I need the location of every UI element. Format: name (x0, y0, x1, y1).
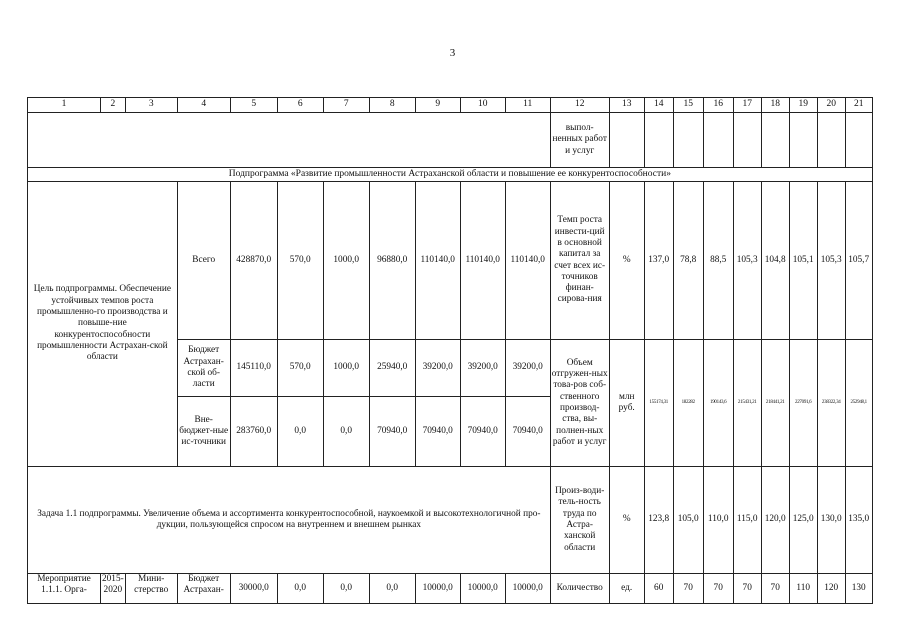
indicator-unit: % (609, 182, 644, 340)
col-header: 1 (28, 98, 101, 113)
col-header: 18 (761, 98, 789, 113)
indicator-value: 227091,6 (789, 340, 817, 467)
amount-cell: 110140,0 (505, 182, 550, 340)
col-header: 14 (644, 98, 673, 113)
amount-cell: 39200,0 (460, 340, 505, 397)
amount-cell: 110140,0 (460, 182, 505, 340)
amount-cell: 570,0 (277, 182, 323, 340)
measure-executor: Мини-стерство (125, 574, 177, 604)
indicator-value: 105,7 (845, 182, 872, 340)
amount-cell: 0,0 (277, 574, 323, 604)
amount-cell: 10000,0 (460, 574, 505, 604)
indicator-value: 60 (644, 574, 673, 604)
indicator-value: 70 (733, 574, 761, 604)
continuation-row (28, 113, 873, 168)
source-label: Бюджет Астрахан- (177, 574, 230, 604)
amount-cell: 1000,0 (323, 182, 369, 340)
col-header: 9 (415, 98, 460, 113)
indicator-value: 110,0 (703, 467, 733, 574)
col-header: 21 (845, 98, 872, 113)
indicator-value: 155174,31 (644, 340, 673, 467)
col-header: 10 (460, 98, 505, 113)
empty-cell (673, 113, 703, 168)
amount-cell: 96880,0 (369, 182, 415, 340)
indicator-value: 120 (817, 574, 845, 604)
measure-period: 2015-2020 (101, 574, 126, 604)
amount-cell: 145110,0 (230, 340, 277, 397)
measure-row (28, 574, 873, 604)
measure-title: Мероприятие 1.1.1. Орга- (28, 574, 101, 604)
indicator-unit: млн руб. (609, 340, 644, 467)
col-header: 11 (505, 98, 550, 113)
empty-cell (761, 113, 789, 168)
indicator-value: 130 (845, 574, 872, 604)
indicator-value: 88,5 (703, 182, 733, 340)
indicator-name: Произ-води-тель-ность труда по Астра-ханской области (550, 467, 609, 574)
indicator-unit: ед. (609, 574, 644, 604)
col-header: 4 (177, 98, 230, 113)
empty-cell (644, 113, 673, 168)
col-header: 17 (733, 98, 761, 113)
task-row (28, 467, 873, 574)
amount-cell: 570,0 (277, 340, 323, 397)
amount-cell: 110140,0 (415, 182, 460, 340)
amount-cell: 30000,0 (230, 574, 277, 604)
indicator-value: 104,8 (761, 182, 789, 340)
empty-cell (817, 113, 845, 168)
indicator-value: 105,0 (673, 467, 703, 574)
indicator-name: Количество (550, 574, 609, 604)
indicator-value: 115,0 (733, 467, 761, 574)
indicator-value: 252948,1 (845, 340, 872, 467)
indicator-value: 120,0 (761, 467, 789, 574)
indicator-value: 70 (761, 574, 789, 604)
goal-text: Цель подпрограммы. Обеспечение устойчивых темпов роста промышленно-го производства и повыше-ние конкурентоспособности промышленности Астрахан-ской области (28, 182, 178, 467)
indicator-value: 215431,21 (733, 340, 761, 467)
indicator-value: 137,0 (644, 182, 673, 340)
indicator-value: 238322,34 (817, 340, 845, 467)
empty-cell (733, 113, 761, 168)
indicator-value: 105,1 (789, 182, 817, 340)
col-header: 12 (550, 98, 609, 113)
empty-cell (28, 113, 551, 168)
goal-row-total (28, 182, 873, 340)
empty-cell (609, 113, 644, 168)
program-table (27, 97, 873, 604)
indicator-unit: % (609, 467, 644, 574)
indicator-value: 130,0 (817, 467, 845, 574)
amount-cell: 283760,0 (230, 397, 277, 467)
page-number: 3 (449, 47, 456, 59)
col-header: 5 (230, 98, 277, 113)
indicator-value: 70 (673, 574, 703, 604)
col-header: 15 (673, 98, 703, 113)
source-label: Всего (177, 182, 230, 340)
indicator-value: 218441,21 (761, 340, 789, 467)
indicator-value: 182282 (673, 340, 703, 467)
source-label: Вне-бюджет-ные ис-точники (177, 397, 230, 467)
empty-cell (789, 113, 817, 168)
task-text: Задача 1.1 подпрограммы. Увеличение объема и ассортимента конкурентоспособной, наукоемкой и высокотехнологичной про-дукции, пользующейся спросом на внутреннем и внешнем рынках (28, 467, 551, 574)
amount-cell: 1000,0 (323, 340, 369, 397)
col-header: 6 (277, 98, 323, 113)
amount-cell: 70940,0 (415, 397, 460, 467)
header-row (28, 98, 873, 113)
indicator-value: 78,8 (673, 182, 703, 340)
source-label: Бюджет Астрахан-ской об-ласти (177, 340, 230, 397)
subprogram-title: Подпрограмма «Развитие промышленности Астраханской области и повышение ее конкурентоспособности» (28, 168, 873, 182)
col-header: 20 (817, 98, 845, 113)
subprogram-row (28, 168, 873, 182)
amount-cell: 0,0 (323, 574, 369, 604)
amount-cell: 0,0 (277, 397, 323, 467)
empty-cell (845, 113, 872, 168)
col-header: 7 (323, 98, 369, 113)
indicator-name: Темп роста инвести-ций в основной капитал за счет всех ис-точников финан-сирова-ния (550, 182, 609, 340)
col-header: 13 (609, 98, 644, 113)
indicator-value: 123,8 (644, 467, 673, 574)
col-header: 19 (789, 98, 817, 113)
amount-cell: 25940,0 (369, 340, 415, 397)
amount-cell: 39200,0 (415, 340, 460, 397)
indicator-value: 135,0 (845, 467, 872, 574)
col-header: 3 (125, 98, 177, 113)
amount-cell: 0,0 (369, 574, 415, 604)
indicator-name: Объем отгружен-ных това-ров соб-ственного производ-ства, вы-полнен-ных работ и услуг (550, 340, 609, 467)
indicator-value: 110 (789, 574, 817, 604)
col-header: 2 (101, 98, 126, 113)
indicator-value: 105,3 (817, 182, 845, 340)
indicator-name: выпол-ненных работ и услуг (550, 113, 609, 168)
amount-cell: 70940,0 (460, 397, 505, 467)
indicator-value: 125,0 (789, 467, 817, 574)
amount-cell: 39200,0 (505, 340, 550, 397)
indicator-value: 190143,6 (703, 340, 733, 467)
empty-cell (703, 113, 733, 168)
amount-cell: 10000,0 (505, 574, 550, 604)
col-header: 16 (703, 98, 733, 113)
indicator-value: 105,3 (733, 182, 761, 340)
indicator-value: 70 (703, 574, 733, 604)
amount-cell: 428870,0 (230, 182, 277, 340)
amount-cell: 0,0 (323, 397, 369, 467)
col-header: 8 (369, 98, 415, 113)
amount-cell: 10000,0 (415, 574, 460, 604)
amount-cell: 70940,0 (369, 397, 415, 467)
amount-cell: 70940,0 (505, 397, 550, 467)
